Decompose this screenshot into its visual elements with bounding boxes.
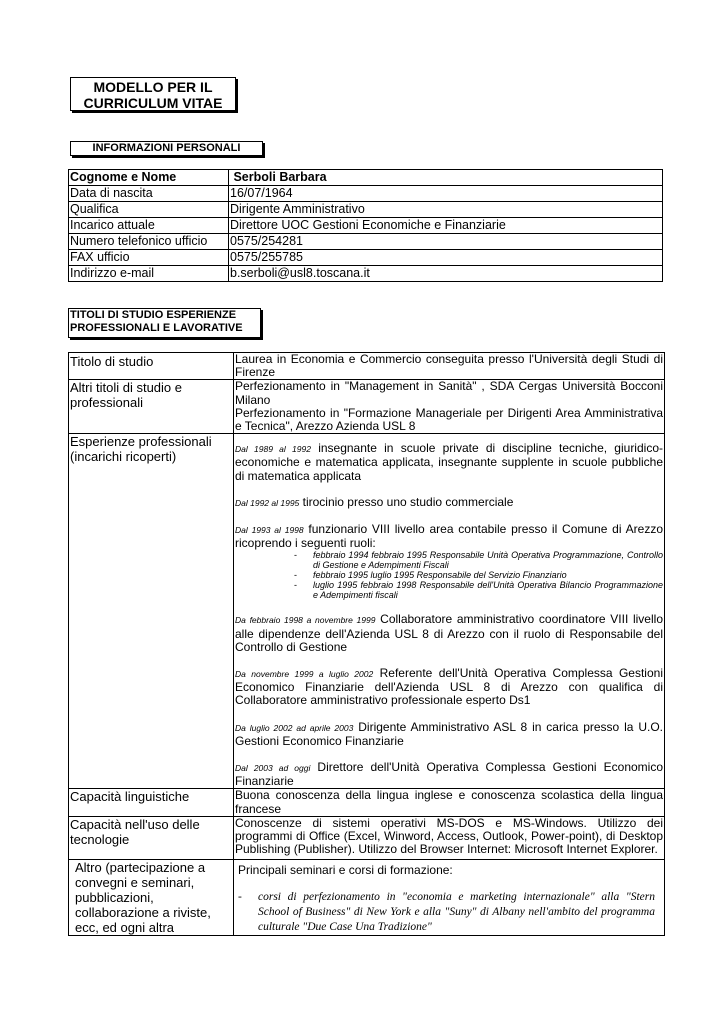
experience-date: Da febbraio 1998 a novembre 1999 xyxy=(235,615,376,626)
email-value: b.serboli@usl8.toscana.it xyxy=(229,266,663,282)
experience-date: Dal 2003 ad oggi xyxy=(235,763,311,774)
table-row xyxy=(69,353,665,380)
experience-text: Collaboratore amministrativo coordinatore VIII livello alle dipendenze dell'Azienda USL 8 di Arezzo con il ruolo di Responsabile del Controllo di Gestione xyxy=(235,612,663,654)
table-row xyxy=(69,202,663,218)
list-item: - febbraio 1995 luglio 1995 Responsabile del Servizio Finanziario xyxy=(294,570,663,580)
experience-text: funzionario VIII livello area contabile presso il Comune di Arezzo ricoprendo i seguenti ruoli: xyxy=(235,522,663,551)
seminars-heading: Principali seminari e corsi di formazione: xyxy=(238,863,453,878)
experience-date: Da novembre 1999 a luglio 2002 xyxy=(235,669,374,680)
field-label: Data di nascita xyxy=(69,186,229,202)
field-value: 0575/255785 xyxy=(229,250,663,266)
section-title-line-2: PROFESSIONALI E LAVORATIVE xyxy=(70,322,243,334)
document-title xyxy=(70,77,236,111)
field-label: Altri titoli di studio e professionali xyxy=(69,380,234,434)
experience-date: Dal 1993 al 1998 xyxy=(235,525,304,536)
seminar-text: corsi di perfezionamento in "economia e marketing internazionale" alla "Stern School of Business" di New York e alla "Suny" di Albany nell'ambito del programma culturale "Due Case Una Tradizione" xyxy=(258,890,655,933)
field-value: 16/07/1964 xyxy=(229,186,663,202)
field-label: Cognome e Nome xyxy=(69,170,229,186)
field-value: Serboli Barbara xyxy=(229,170,663,186)
list-dash: - xyxy=(238,890,242,903)
field-label: Numero telefonico ufficio xyxy=(69,234,229,250)
experience-text: Direttore dell'Unità Operativa Complessa Gestioni Economico Finanziarie xyxy=(235,760,663,789)
field-label: Titolo di studio xyxy=(69,353,234,380)
field-label: Qualifica xyxy=(69,202,229,218)
qualification-2: Perfezionamento in "Formazione Manageriale per Dirigenti Area Amministrativa e Tecnica", Arezzo Azienda USL 8 xyxy=(235,405,663,434)
experience-date: Dal 1989 al 1992 xyxy=(235,444,311,455)
title-line-1: MODELLO PER IL xyxy=(93,79,213,95)
experience-item xyxy=(235,667,663,708)
field-value: Buona conoscenza della lingua inglese e conoscenza scolastica della lingua francese xyxy=(235,788,663,816)
field-label: Esperienze professionali (incarichi ricoperti) xyxy=(69,434,234,789)
list-item xyxy=(238,890,663,935)
experience-date: Dal 1992 al 1995 xyxy=(235,497,300,508)
experience-date: Da luglio 2002 ad aprile 2003 xyxy=(235,722,354,733)
table-row xyxy=(69,860,665,936)
personal-info-table xyxy=(68,169,663,282)
title-line-2: CURRICULUM VITAE xyxy=(83,95,223,111)
field-value: Dirigente Amministrativo xyxy=(229,202,663,218)
table-row xyxy=(69,170,663,186)
experience-item xyxy=(235,721,663,748)
experience-item xyxy=(235,761,663,788)
field-label: Capacità nell'uso delle tecnologie xyxy=(69,816,234,860)
table-row xyxy=(69,234,663,250)
table-row xyxy=(69,816,665,860)
experience-item xyxy=(235,523,663,550)
table-row xyxy=(69,186,663,202)
experience-text: Referente dell'Unità Operativa Complessa Gestioni Economico Finanziarie dell'Azienda USL 8 di Arezzo con qualifica di Collaboratore amministrativo professionale esperto Ds1 xyxy=(235,666,663,708)
field-value: Laurea in Economia e Commercio conseguita presso l'Università degli Studi di Firenze xyxy=(235,352,663,380)
table-row xyxy=(69,266,663,282)
table-row xyxy=(69,380,665,434)
list-item: - luglio 1995 febbraio 1998 Responsabile dell'Unità Operativa Bilancio Programmazione e Adempimenti fiscali xyxy=(294,580,663,600)
list-item: - febbraio 1994 febbraio 1995 Responsabile Unità Operativa Programmazione, Controllo di Gestione e Adempimenti Fiscali xyxy=(294,550,663,570)
roles-list xyxy=(235,550,663,600)
table-row xyxy=(69,789,665,816)
table-row xyxy=(69,434,665,789)
field-value: Direttore UOC Gestioni Economiche e Finanziarie xyxy=(229,218,663,234)
experience-list xyxy=(234,434,665,789)
section-title-line-1: TITOLI DI STUDIO ESPERIENZE xyxy=(70,309,237,321)
field-label: Incarico attuale xyxy=(69,218,229,234)
table-row xyxy=(69,250,663,266)
experience-item xyxy=(235,613,663,654)
section-personal-info: INFORMAZIONI PERSONALI xyxy=(70,141,263,156)
qualification-1: Perfezionamento in "Management in Sanità" , SDA Cergas Università Bocconi Milano xyxy=(235,379,663,407)
field-value: 0575/254281 xyxy=(229,234,663,250)
field-value xyxy=(234,380,665,434)
field-value xyxy=(234,860,665,936)
field-label: Indirizzo e-mail xyxy=(69,266,229,282)
section-studies-experience xyxy=(68,308,261,338)
field-value: Conoscenze di sistemi operativi MS-DOS e MS-Windows. Utilizzo dei programmi di Office (Excel, Winword, Access, Outlook, Power-point), di Desktop Publishing (Publisher). Utilizzo del Browser Internet: Microsoft Internet Explorer. xyxy=(234,816,665,860)
experience-text: Dirigente Amministrativo ASL 8 in carica presso la U.O. Gestioni Economico Finanziarie xyxy=(235,719,664,748)
field-label: Capacità linguistiche xyxy=(69,789,234,816)
field-label: Altro (partecipazione a convegni e seminari, pubblicazioni, collaborazione a riviste, ecc, ed ogni altra xyxy=(69,860,234,936)
field-label: FAX ufficio xyxy=(69,250,229,266)
experience-text: insegnante in scuole private di discipline tecniche, giuridico-economiche e matematica applicata, insegnante supplente in scuole pubbliche di matematica applicata xyxy=(235,441,663,483)
experience-text: tirocinio presso uno studio commerciale xyxy=(299,494,514,509)
table-row xyxy=(69,218,663,234)
studies-table xyxy=(68,352,665,936)
experience-item xyxy=(235,496,663,510)
experience-item xyxy=(235,442,663,483)
